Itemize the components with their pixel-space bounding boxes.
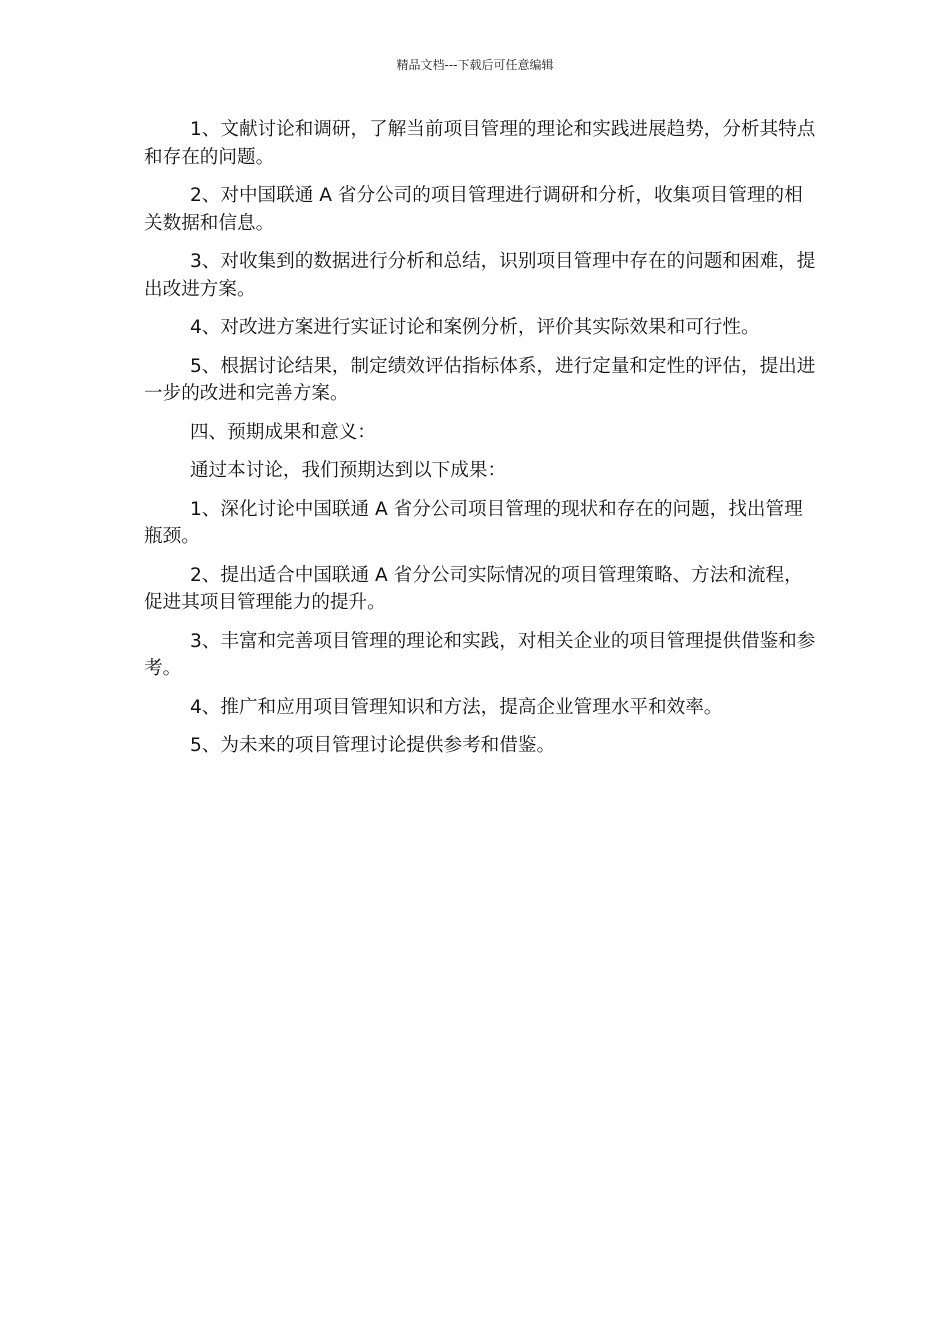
paragraph-result-5: 5、为未来的项目管理讨论提供参考和借鉴。 <box>189 735 556 756</box>
paragraph-result-4: 4、推广和应用项目管理知识和方法，提高企业管理水平和效率。 <box>189 696 723 718</box>
paragraph-results-intro: 通过本讨论，我们预期达到以下成果： <box>189 460 507 481</box>
paragraph-method-1: 1、文献讨论和调研，了解当前项目管理的理论和实践进展趋势，分析其特点和存在的问题。 <box>144 119 816 168</box>
paragraph-method-3: 3、对收集到的数据进行分析和总结，识别项目管理中存在的问题和困难，提出改进方案。 <box>144 251 816 300</box>
paragraph-result-2: 2、提出适合中国联通 A 省分公司实际情况的项目管理策略、方法和流程，促进其项目管理能力的提升。 <box>144 564 803 613</box>
paragraph-method-5: 5、根据讨论结果，制定绩效评估指标体系，进行定量和定性的评估，提出进一步的改进和完善方案。 <box>144 355 816 404</box>
paragraph-method-4: 4、对改进方案进行实证讨论和案例分析，评价其实际效果和可行性。 <box>189 317 760 338</box>
paragraph-result-3: 3、丰富和完善项目管理的理论和实践，对相关企业的项目管理提供借鉴和参考。 <box>144 630 816 679</box>
page-header: 精品文档---下载后可任意编辑 <box>396 58 554 72</box>
document-body <box>144 116 820 771</box>
paragraph-method-2: 2、对中国联通 A 省分公司的项目管理进行调研和分析，收集项目管理的相关数据和信息。 <box>144 185 803 234</box>
paragraph-result-1: 1、深化讨论中国联通 A 省分公司项目管理的现状和存在的问题，找出管理瓶颈。 <box>144 498 803 547</box>
section-heading-expected-results: 四、预期成果和意义： <box>189 421 376 443</box>
